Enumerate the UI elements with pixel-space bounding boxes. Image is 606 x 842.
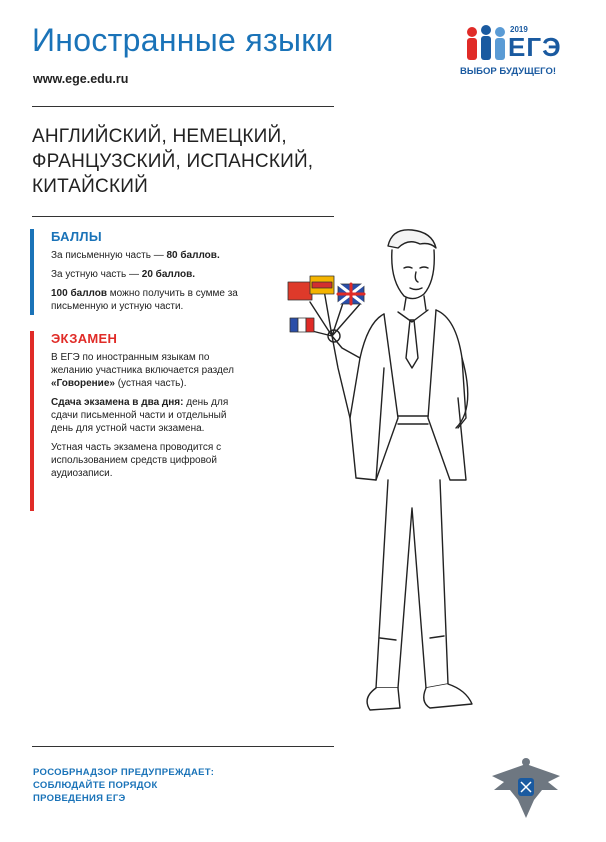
footer-line: РОСОБРНАДЗОР ПРЕДУПРЕЖДАЕТ: xyxy=(33,767,215,778)
site-url[interactable]: www.ege.edu.ru xyxy=(33,72,129,86)
exam-paragraph-2: Сдача экзамена в два дня: день для сдачи письменной части и отдельный день для устной части экзамена. xyxy=(51,397,229,434)
exam-paragraph-3: Устная часть экзамена проводится с использованием средств цифровой аудиозаписи. xyxy=(51,442,222,479)
scores-section xyxy=(30,229,280,315)
scores-heading: БАЛЛЫ xyxy=(51,229,102,244)
footer-line: СОБЛЮДАЙТЕ ПОРЯДОК xyxy=(33,780,158,791)
divider-top xyxy=(32,106,334,107)
scores-accent-bar xyxy=(30,229,34,315)
exam-section xyxy=(30,331,280,511)
logo-year: 2019 xyxy=(510,25,528,34)
logo-name: ЕГЭ xyxy=(508,32,562,62)
subjects-heading xyxy=(32,124,352,199)
exam-paragraph-1: В ЕГЭ по иностранным языкам по желанию участника включается раздел «Говорение» (устная часть). xyxy=(51,352,234,389)
exam-body xyxy=(51,351,251,486)
subjects-line: КИТАЙСКИЙ xyxy=(32,176,148,197)
exam-accent-bar xyxy=(30,331,34,511)
student-illustration xyxy=(280,218,510,738)
rosobrnadzor-emblem-icon xyxy=(488,756,564,822)
people-icon xyxy=(462,24,510,64)
divider-bottom xyxy=(32,746,334,747)
exam-heading: ЭКЗАМЕН xyxy=(51,331,118,346)
scores-total: 100 баллов можно получить в сумме за письменную и устную части. xyxy=(51,288,238,312)
subjects-line: АНГЛИЙСКИЙ, НЕМЕЦКИЙ, xyxy=(32,126,287,147)
divider-mid xyxy=(32,216,334,217)
subjects-line: ФРАНЦУЗСКИЙ, ИСПАНСКИЙ, xyxy=(32,151,314,172)
page-title: Иностранные языки xyxy=(32,22,334,58)
footer-line: ПРОВЕДЕНИЯ ЕГЭ xyxy=(33,793,126,804)
scores-body xyxy=(51,249,281,319)
ege-logo xyxy=(458,22,576,84)
footer-warning xyxy=(33,766,214,805)
logo-slogan: ВЫБОР БУДУЩЕГО! xyxy=(460,66,556,77)
scores-oral: За устную часть — 20 баллов. xyxy=(51,269,196,280)
scores-written: За письменную часть — 80 баллов. xyxy=(51,250,220,261)
